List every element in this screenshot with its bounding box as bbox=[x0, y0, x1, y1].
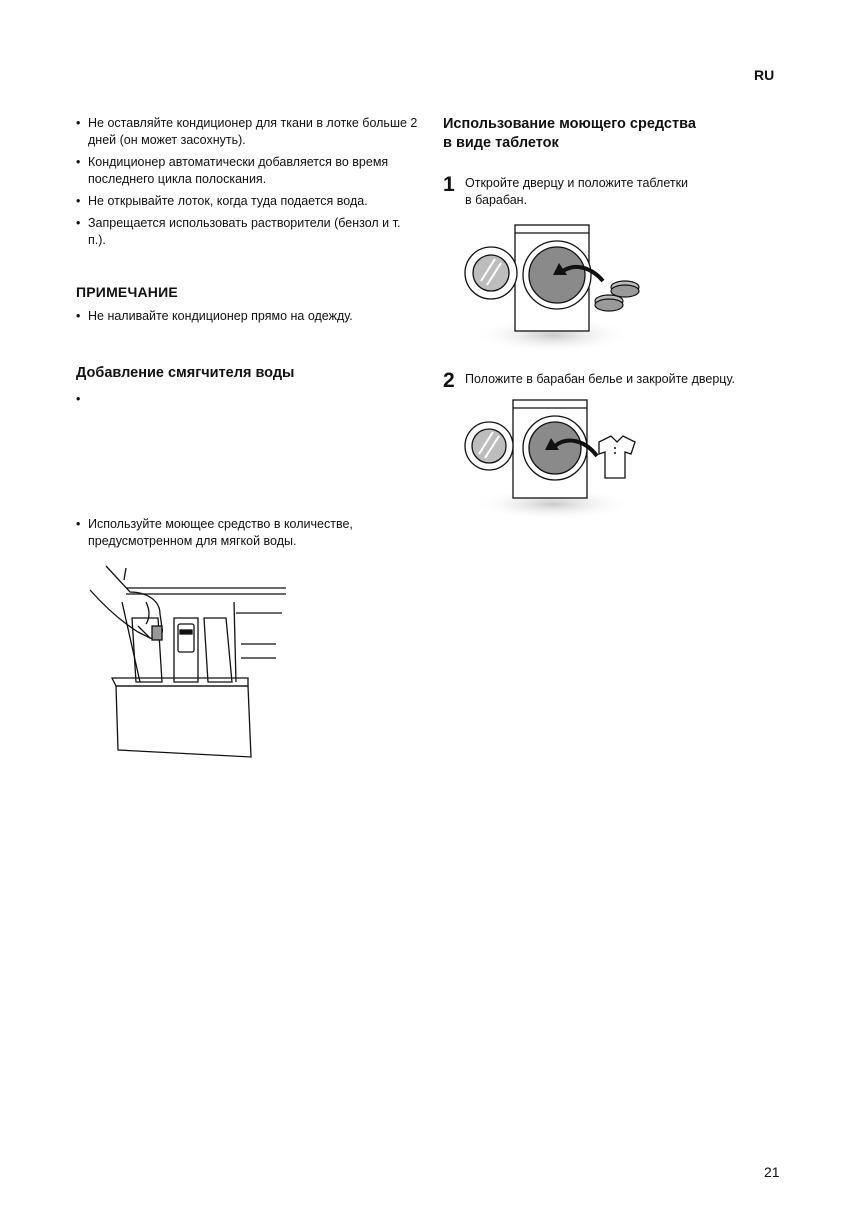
step-1 bbox=[443, 175, 783, 209]
list-item: • Не открывайте лоток, когда туда подается вода. bbox=[76, 193, 421, 210]
list-item-empty bbox=[76, 391, 421, 511]
left-column bbox=[76, 115, 421, 762]
detergent-drawer-illustration bbox=[76, 562, 296, 762]
washer-tablets-illustration bbox=[463, 223, 663, 353]
precaution-list bbox=[76, 115, 421, 249]
note-title: ПРИМЕЧАНИЕ bbox=[76, 284, 178, 300]
tablets-section-title-line1: Использование моющего средства bbox=[443, 116, 696, 132]
list-item: • Не наливайте кондиционер прямо на одежду. bbox=[76, 308, 421, 325]
softener-section-title: Добавление смягчителя воды bbox=[76, 365, 295, 381]
list-item: • Используйте моющее средство в количестве, предусмотренном для мягкой воды. bbox=[76, 516, 421, 550]
list-item: • Кондиционер автоматически добавляется во время последнего цикла полоскания. bbox=[76, 154, 421, 188]
step-text-line1: Положите в барабан белье и закройте дверцу. bbox=[465, 372, 735, 386]
softener-list bbox=[76, 391, 421, 550]
step-number: 2 bbox=[443, 369, 455, 392]
list-item: • Запрещается использовать растворители (бензол и т. п.). bbox=[76, 215, 421, 249]
step-number: 1 bbox=[443, 173, 455, 196]
step-text-line2: в барабан. bbox=[465, 193, 528, 207]
washer-laundry-illustration bbox=[463, 398, 663, 523]
tablets-section-title-line2: в виде таблеток bbox=[443, 135, 559, 151]
right-column bbox=[443, 115, 783, 523]
step-text-line1: Откройте дверцу и положите таблетки bbox=[465, 176, 689, 190]
step-2 bbox=[443, 369, 783, 392]
list-item: • Не оставляйте кондиционер для ткани в лотке больше 2 дней (он может засохнуть). bbox=[76, 115, 421, 149]
page-number: 21 bbox=[764, 1164, 780, 1180]
note-list bbox=[76, 308, 421, 325]
language-label: RU bbox=[754, 67, 775, 83]
